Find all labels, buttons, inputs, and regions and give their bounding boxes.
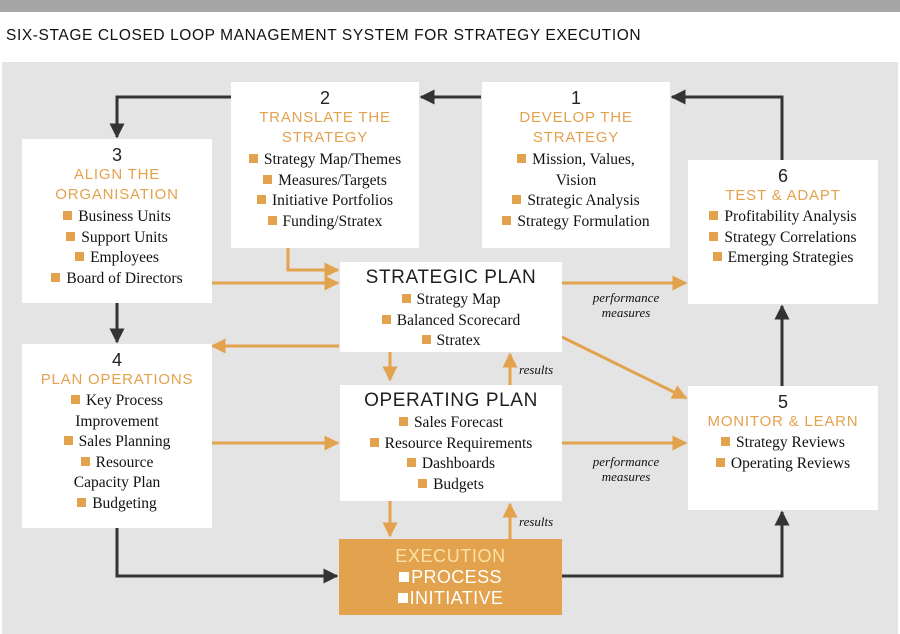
- bullet-square-icon: [502, 216, 511, 225]
- execution-box: [339, 539, 562, 615]
- stage-4-number: 4: [111, 350, 122, 370]
- stage-1-box: [482, 82, 670, 248]
- bullet-square-icon: [398, 593, 408, 603]
- list-item: Resource Capacity Plan: [73, 453, 161, 491]
- bullet-square-icon: [268, 216, 277, 225]
- list-item: Mission, Values, Vision: [482, 150, 670, 191]
- arrow-exec-to-5: [562, 512, 782, 576]
- stage-1-number: 1: [570, 88, 581, 108]
- bullet-square-icon: [77, 498, 86, 507]
- bullet-square-icon: [402, 294, 411, 303]
- list-item: Stratex: [340, 331, 562, 352]
- list-item: Strategy Formulation: [482, 212, 670, 233]
- list-item: Strategy Map/Themes: [231, 150, 419, 171]
- arrow-strategic-to-5: [562, 337, 686, 398]
- stage-3-number: 3: [111, 145, 122, 165]
- bullet-square-icon: [75, 252, 84, 261]
- stage-6-box: [688, 160, 878, 304]
- stage-2-heading: TRANSLATE THE STRATEGY: [259, 109, 391, 146]
- stage-3-heading: ALIGN THE ORGANISATION: [55, 166, 179, 203]
- bullet-square-icon: [63, 211, 72, 220]
- execution-item-process: PROCESS: [339, 567, 562, 588]
- bullet-square-icon: [399, 572, 409, 582]
- strategic-plan-box: [340, 262, 562, 352]
- stage-2-number: 2: [319, 88, 330, 108]
- stage-4-heading: PLAN OPERATIONS: [40, 371, 194, 388]
- stage-6-heading: TEST & ADAPT: [725, 187, 841, 204]
- stage-1-list: [482, 150, 670, 232]
- bullet-square-icon: [263, 175, 272, 184]
- stage-1-heading: DEVELOP THE STRATEGY: [519, 109, 633, 146]
- list-item: Emerging Strategies: [688, 248, 878, 269]
- arrow-2-to-3: [117, 97, 231, 137]
- stage-4-box: [22, 344, 212, 528]
- list-item: Measures/Targets: [231, 171, 419, 192]
- operating-plan-list: [340, 413, 562, 495]
- stage-5-heading: MONITOR & LEARN: [707, 413, 859, 430]
- bullet-square-icon: [418, 479, 427, 488]
- bullet-square-icon: [81, 457, 90, 466]
- stage-5-list: [688, 433, 878, 474]
- bullet-square-icon: [512, 195, 521, 204]
- stage-5-number: 5: [777, 392, 788, 412]
- bullet-square-icon: [370, 438, 379, 447]
- stage-6-number: 6: [777, 166, 788, 186]
- list-item: Dashboards: [340, 454, 562, 475]
- list-item: Key Process Improvement: [22, 391, 212, 432]
- stage-6-list: [688, 207, 878, 269]
- stage-5-box: [688, 386, 878, 510]
- list-item: Balanced Scorecard: [340, 311, 562, 332]
- strategic-plan-heading: STRATEGIC PLAN: [365, 267, 537, 288]
- stage-3-box: [22, 139, 212, 303]
- arrow-6-to-1: [672, 97, 782, 160]
- bullet-square-icon: [517, 154, 526, 163]
- list-item: Budgeting: [22, 494, 212, 515]
- execution-item-initiative: INITIATIVE: [339, 588, 562, 609]
- list-item: Strategy Map: [340, 290, 562, 311]
- list-item: Profitability Analysis: [688, 207, 878, 228]
- bullet-square-icon: [64, 436, 73, 445]
- arrow-2-to-strategic: [288, 248, 338, 270]
- arrow-4-to-exec: [117, 528, 337, 576]
- list-item: Business Units: [22, 207, 212, 228]
- strategic-plan-list: [340, 290, 562, 352]
- bullet-square-icon: [422, 335, 431, 344]
- list-item: Strategic Analysis: [482, 191, 670, 212]
- performance-measures-label-bottom: performance measures: [592, 454, 660, 484]
- list-item: Initiative Portfolios: [231, 191, 419, 212]
- bullet-square-icon: [249, 154, 258, 163]
- bullet-square-icon: [66, 232, 75, 241]
- operating-plan-box: [340, 385, 562, 501]
- stage-3-list: [22, 207, 212, 289]
- list-item: Strategy Reviews: [688, 433, 878, 454]
- bullet-square-icon: [399, 417, 408, 426]
- bullet-square-icon: [716, 458, 725, 467]
- operating-plan-heading: OPERATING PLAN: [364, 390, 538, 411]
- stage-2-list: [231, 150, 419, 232]
- page-title: SIX-STAGE CLOSED LOOP MANAGEMENT SYSTEM FOR STRATEGY EXECUTION: [6, 27, 642, 44]
- stage-4-list: [22, 391, 212, 514]
- list-item: Resource Requirements: [340, 434, 562, 455]
- bullet-square-icon: [382, 315, 391, 324]
- list-item: Funding/Stratex: [231, 212, 419, 233]
- stage-2-box: [231, 82, 419, 248]
- bullet-square-icon: [51, 273, 60, 282]
- bullet-square-icon: [713, 252, 722, 261]
- bullet-square-icon: [71, 395, 80, 404]
- performance-measures-label-top: performance measures: [592, 290, 660, 320]
- list-item: Operating Reviews: [688, 454, 878, 475]
- bullet-square-icon: [257, 195, 266, 204]
- execution-heading: EXECUTION: [395, 546, 506, 566]
- list-item: Sales Planning: [22, 432, 212, 453]
- results-label-top: results: [519, 362, 554, 377]
- list-item: Support Units: [22, 228, 212, 249]
- results-label-bottom: results: [519, 514, 554, 529]
- bullet-square-icon: [709, 211, 718, 220]
- bullet-square-icon: [407, 458, 416, 467]
- list-item: Board of Directors: [22, 269, 212, 290]
- list-item: Strategy Correlations: [688, 228, 878, 249]
- bullet-square-icon: [709, 232, 718, 241]
- list-item: Budgets: [340, 475, 562, 496]
- bullet-square-icon: [721, 437, 730, 446]
- list-item: Employees: [22, 248, 212, 269]
- list-item: Sales Forecast: [340, 413, 562, 434]
